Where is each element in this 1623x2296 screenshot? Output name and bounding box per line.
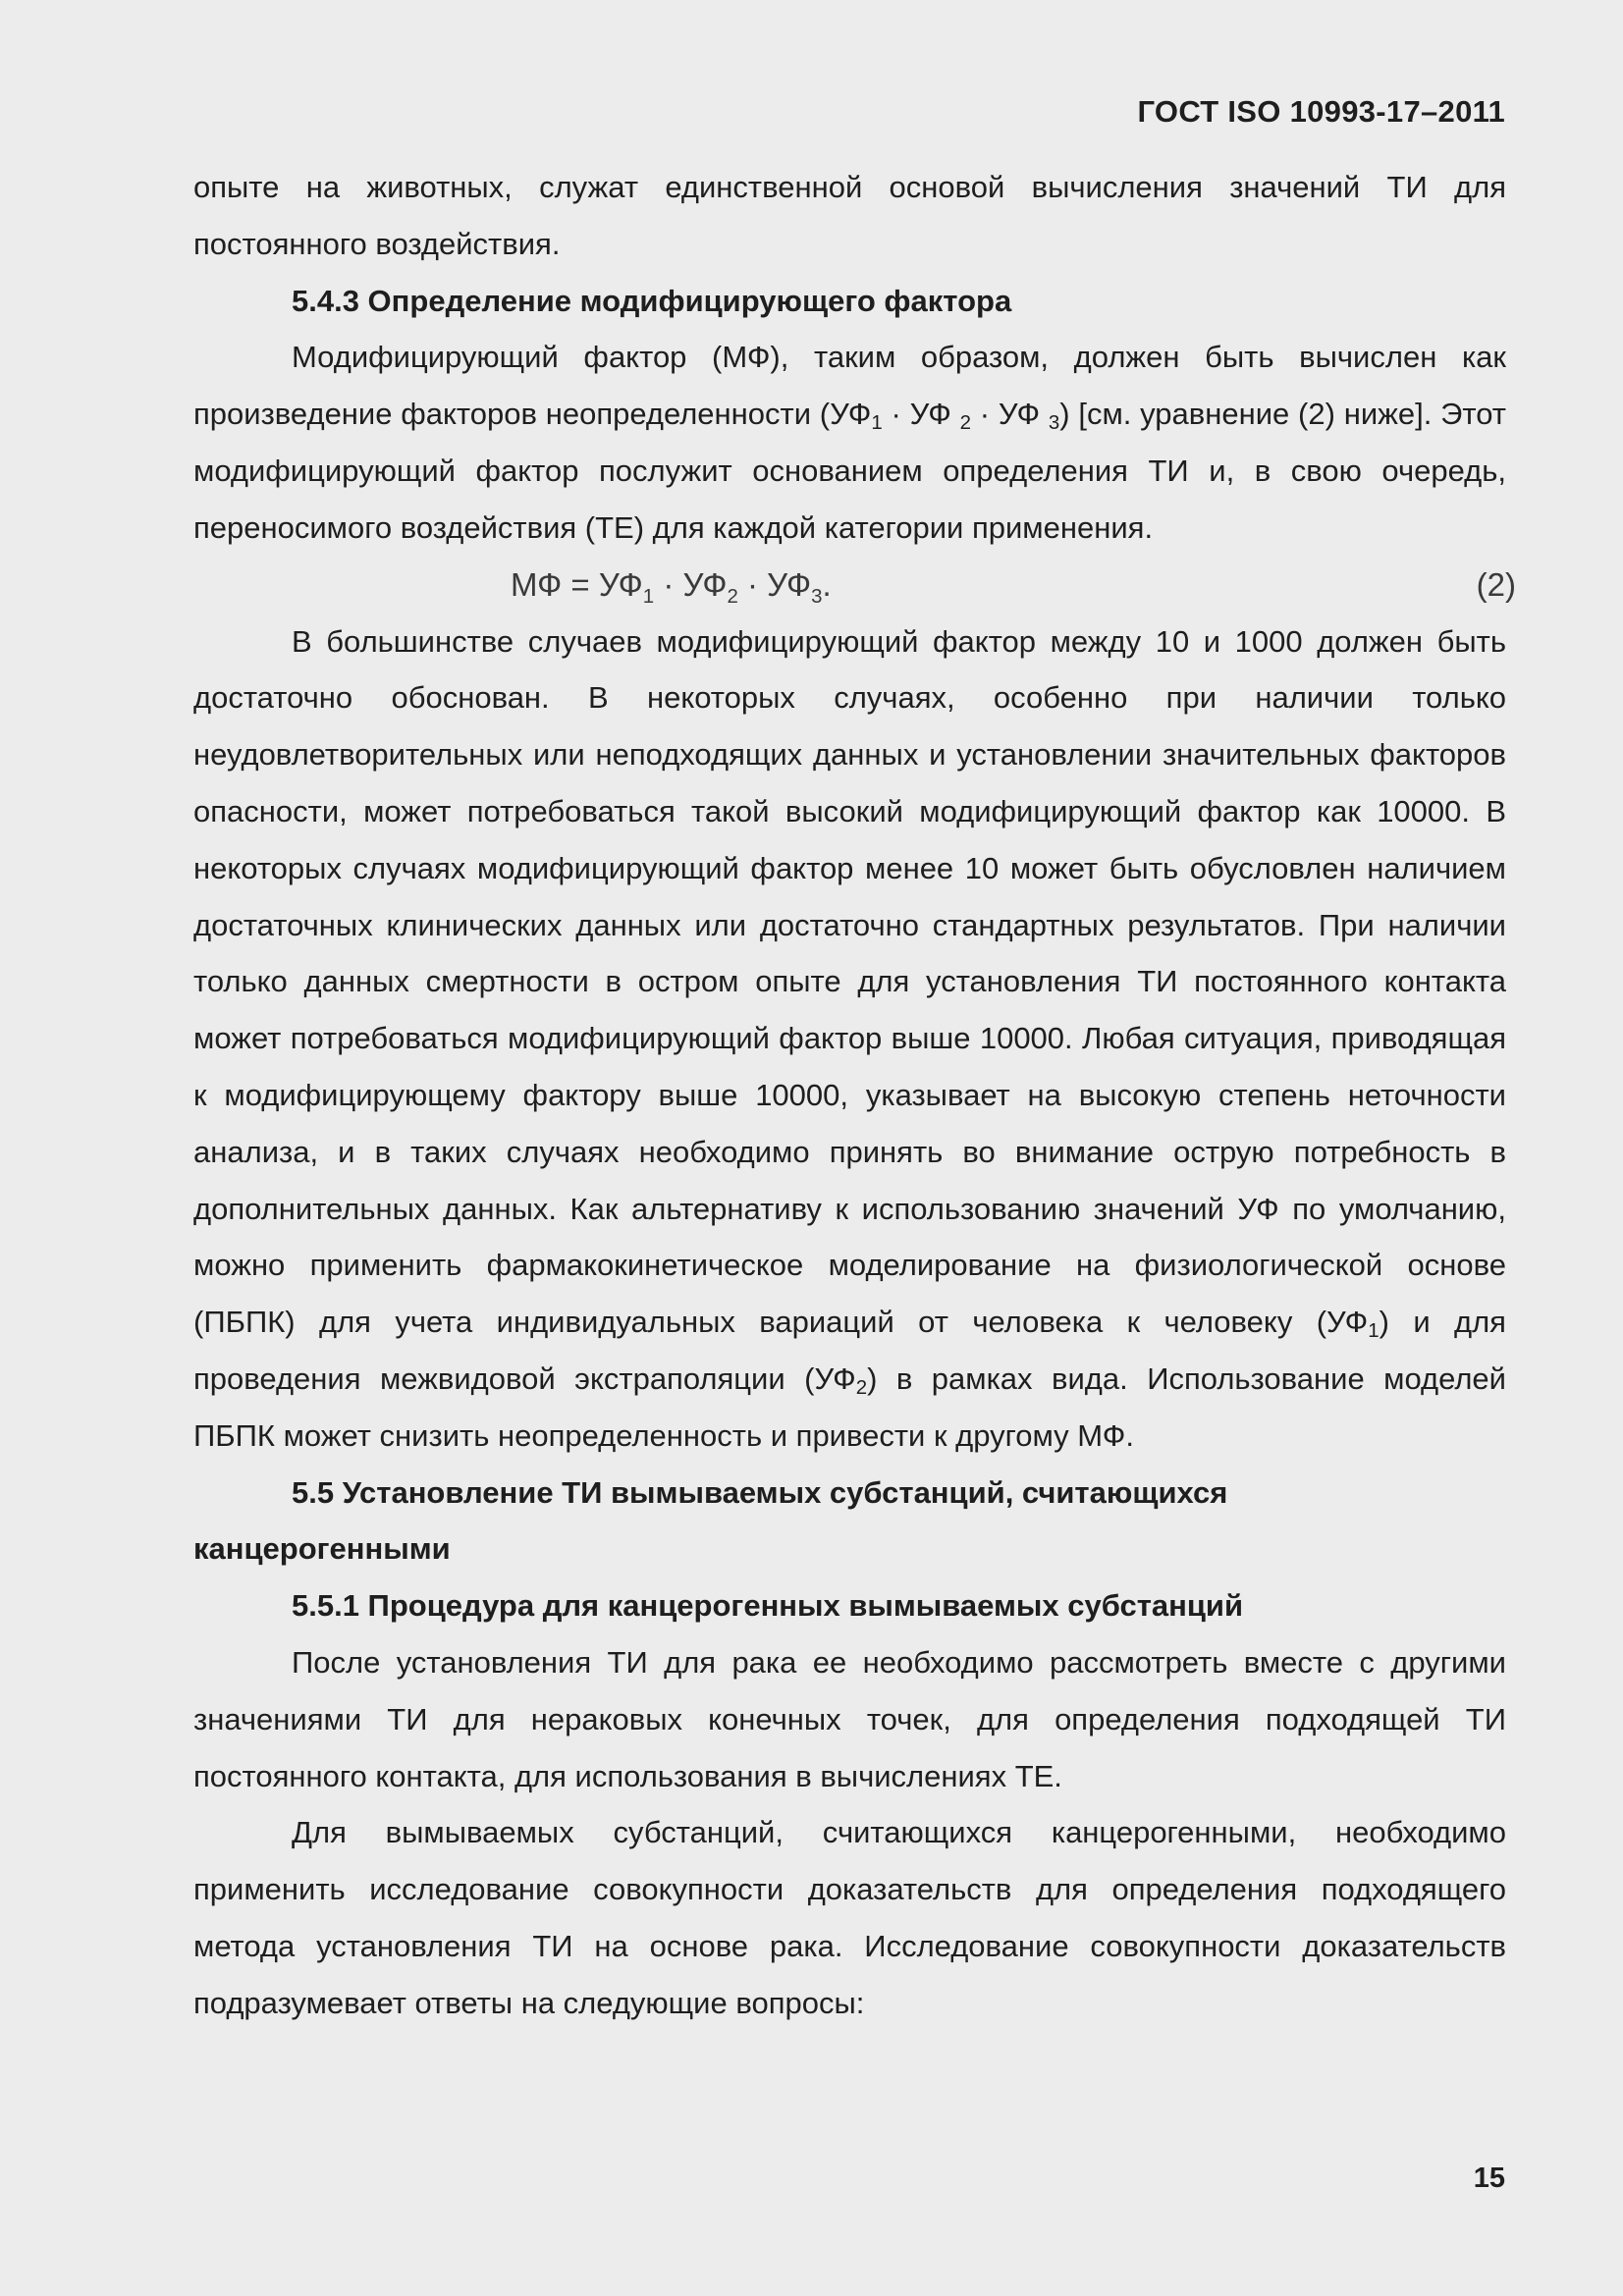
section-heading-5-5: 5.5 Установление ТИ вымываемых субстанций, считающихся канцерогенными (193, 1474, 1228, 1567)
subscript: 3 (811, 584, 823, 608)
text-run: ) и для проведения межвидовой экстраполяции (УФ (193, 1305, 1506, 1396)
text-run: ) в рамках вида. Использование моделей ПБПК может снизить неопределенность и привести к другому МФ. (193, 1361, 1506, 1453)
subscript: 3 (1048, 411, 1060, 435)
text-run: . (822, 565, 832, 603)
text-run: МФ = УФ (511, 565, 643, 603)
text-run: ) [см. уравнение (2) ниже]. Этот модифицирующий фактор послужит основанием определения ТИ и, в свою очередь, переносимого воздействия (ТЕ) для каждой категории применения. (193, 397, 1506, 545)
text-run: · УФ (970, 397, 1049, 432)
text-run: Модифицирующий фактор (МФ), таким образом, должен быть вычислен как произведение факторов неопределенности (УФ (193, 340, 1506, 432)
section-heading-5-4-3: 5.4.3 Определение модифицирующего фактора (292, 283, 1012, 318)
subscript: 1 (871, 411, 883, 435)
subscript: 1 (1368, 1319, 1380, 1343)
subscript: 2 (855, 1376, 868, 1400)
paragraph-modifying-factor (193, 329, 1506, 556)
subscript: 2 (727, 584, 738, 608)
paragraph-majority-cases (193, 614, 1506, 1465)
paragraph-for-leachables: Для вымываемых субстанций, считающихся канцерогенными, необходимо применить исследование совокупности доказательств для определения подходящего метода установления ТИ на основе рака. Исследование совокупности доказательств подразумевает ответы на следующие вопросы: (193, 1815, 1506, 2020)
text-run: · УФ (737, 565, 812, 603)
subscript: 1 (642, 584, 655, 608)
equation-number: (2) (1476, 565, 1516, 603)
text-run: · УФ (882, 397, 960, 432)
section-heading-5-5-1: 5.5.1 Процедура для канцерогенных вымываемых субстанций (292, 1588, 1244, 1624)
subscript: 2 (959, 411, 971, 435)
text-run: В большинстве случаев модифицирующий фактор между 10 и 1000 должен быть достаточно обоснован. В некоторых случаях, особенно при наличии только неудовлетворительных или неподходящих данных и установлении значительных факторов опасности, может потребоваться такой высокий модифицирующий фактор как 10000. В некоторых случаях модифицирующий фактор менее 10 может быть обусловлен наличием достаточных клинических данных или достаточно стандартных результатов. При наличии только данных смертности в остром опыте для установления ТИ постоянного контакта может потребоваться модифицирующий фактор выше 10000. Любая ситуация, приводящая к модифицирующему фактору выше 10000, указывает на высокую степень неточности анализа, и в таких случаях необходимо принять во внимание острую потребность в дополнительных данных. Как альтернативу к использованию значений УФ по умолчанию, можно применить фармакокинетическое моделирование на физиологической основе (ПБПК) для учета индивидуальных вариаций от человека к человеку (УФ (193, 623, 1506, 1340)
text-run: · УФ (654, 565, 728, 603)
page-number: 15 (1473, 2163, 1505, 2194)
document-header: ГОСТ ISO 10993-17–2011 (1137, 94, 1505, 129)
equation-2 (193, 557, 1516, 614)
paragraph-after-establishing: После установления ТИ для рака ее необходимо рассмотреть вместе с другими значениями ТИ для нераковых конечных точек, для определения подходящей ТИ постоянного контакта, для использования в вычислениях ТЕ. (193, 1644, 1506, 1793)
page-body (193, 159, 1516, 2032)
paragraph-continued: опыте на животных, служат единственной основой вычисления значений ТИ для постоянного воздействия. (193, 170, 1506, 261)
equation-expression (511, 557, 832, 614)
